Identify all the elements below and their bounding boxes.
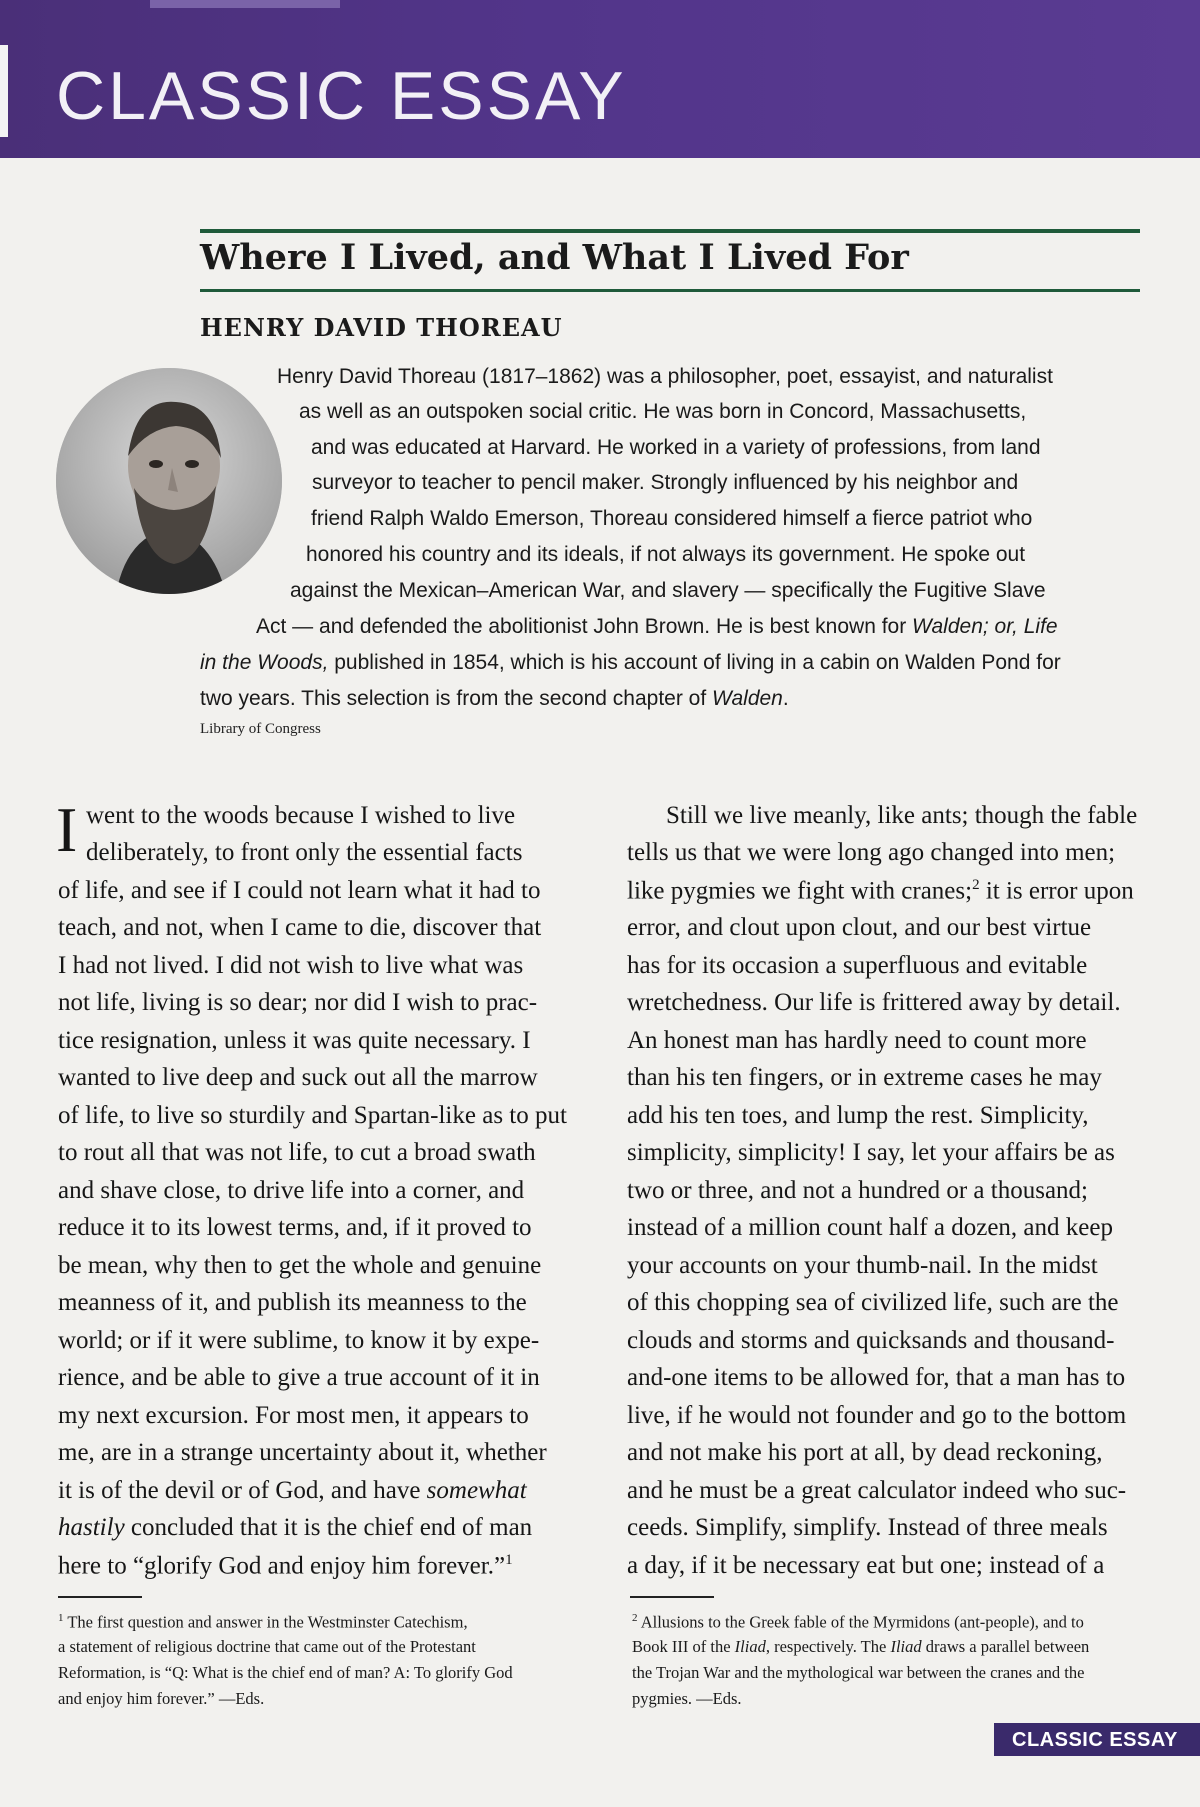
body-line: your accounts on your thumb-nail. In the midst	[627, 1252, 1098, 1279]
bio-line: in the Woods, published in 1854, which is his account of living in a cabin on Walden Pond for	[200, 651, 1061, 674]
body-line: hastily concluded that it is the chief end of man	[58, 1514, 533, 1541]
body-line: went to the woods because I wished to live	[86, 802, 516, 829]
body-line: tells us that we were long ago changed into men;	[627, 839, 1116, 866]
body-line: my next excursion. For most men, it appears to	[58, 1402, 529, 1429]
body-line: and shave close, to drive life into a corner, and	[58, 1177, 525, 1204]
body-line: teach, and not, when I came to die, discover that	[58, 914, 542, 941]
body-line: clouds and storms and quicksands and thousand-	[627, 1327, 1115, 1354]
banner-title: CLASSIC ESSAY	[56, 58, 627, 134]
footnote-rule	[630, 1596, 714, 1598]
bio-line: and was educated at Harvard. He worked in a variety of professions, from land	[311, 436, 1041, 459]
body-line: than his ten fingers, or in extreme cases he may	[627, 1064, 1102, 1091]
footnote-1-line: a statement of religious doctrine that came out of the Protestant	[58, 1637, 476, 1656]
body-line: of life, to live so sturdily and Spartan-like as to put	[58, 1102, 567, 1129]
bio-line: honored his country and its ideals, if not always its government. He spoke out	[306, 543, 1026, 566]
body-line: wanted to live deep and suck out all the marrow	[58, 1064, 538, 1091]
drop-cap: I	[56, 794, 78, 865]
body-line: error, and clout upon clout, and our best virtue	[627, 914, 1092, 941]
body-line: and he must be a great calculator indeed who suc-	[627, 1477, 1127, 1504]
essay-title: Where I Lived, and What I Lived For	[200, 237, 909, 278]
body-line: An honest man has hardly need to count more	[627, 1027, 1087, 1054]
bio-line: as well as an outspoken social critic. He was born in Concord, Massachusetts,	[299, 400, 1027, 423]
author-portrait	[56, 368, 282, 594]
header-banner	[0, 0, 1200, 158]
bio-line: against the Mexican–American War, and slavery — specifically the Fugitive Slave	[290, 579, 1046, 602]
portrait-image	[56, 368, 282, 594]
body-line: wretchedness. Our life is frittered away by detail.	[627, 989, 1121, 1016]
essay-author: HENRY DAVID THOREAU	[200, 313, 563, 342]
body-line: two or three, and not a hundred or a thousand;	[627, 1177, 1088, 1204]
body-line: live, if he would not founder and go to the bottom	[627, 1402, 1127, 1429]
footnote-rule	[58, 1596, 142, 1598]
footnote-2-line: Book III of the Iliad, respectively. The Iliad draws a parallel between	[632, 1637, 1090, 1656]
photo-credit: Library of Congress	[200, 721, 321, 737]
footnote-2-line: the Trojan War and the mythological war between the cranes and the	[632, 1663, 1085, 1682]
body-line: world; or if it were sublime, to know it by expe-	[58, 1327, 540, 1354]
body-line: add his ten toes, and lump the rest. Simplicity,	[627, 1102, 1089, 1129]
title-rule-bottom	[200, 289, 1140, 292]
bio-line: friend Ralph Waldo Emerson, Thoreau considered himself a fierce patriot who	[311, 507, 1033, 530]
body-line: meanness of it, and publish its meanness to the	[58, 1289, 527, 1316]
body-line: simplicity, simplicity! I say, let your affairs be as	[627, 1139, 1115, 1166]
footnote-2-line: pygmies. —Eds.	[632, 1689, 742, 1708]
banner-edge	[0, 45, 8, 137]
body-line: of life, and see if I could not learn what it had to	[58, 877, 541, 904]
body-line: and-one items to be allowed for, that a man has to	[627, 1364, 1126, 1391]
body-line: not life, living is so dear; nor did I wish to prac-	[58, 989, 538, 1016]
banner-tab	[150, 0, 340, 8]
body-line: I had not lived. I did not wish to live what was	[58, 952, 524, 979]
body-line: to rout all that was not life, to cut a broad swath	[58, 1139, 536, 1166]
body-line: a day, if it be necessary eat but one; instead of a	[627, 1552, 1105, 1579]
footnote-1-line: and enjoy him forever.” —Eds.	[58, 1689, 265, 1708]
body-line: and not make his port at all, by dead reckoning,	[627, 1439, 1103, 1466]
title-rule-top	[200, 229, 1140, 233]
body-line: deliberately, to front only the essential facts	[86, 839, 523, 866]
body-line: me, are in a strange uncertainty about it, whether	[58, 1439, 547, 1466]
body-line: Still we live meanly, like ants; though the fable	[666, 802, 1138, 829]
footer-section-label: CLASSIC ESSAY	[1012, 1729, 1178, 1751]
body-line: it is of the devil or of God, and have somewhat	[58, 1477, 527, 1504]
body-line: be mean, why then to get the whole and genuine	[58, 1252, 542, 1279]
footnote-2-line: $^2$ Allusions to the Greek fable of the Myrmidons (ant-people), and to	[632, 1612, 1084, 1632]
bio-line: two years. This selection is from the second chapter of Walden.	[200, 687, 789, 710]
body-line: reduce it to its lowest terms, and, if it proved to	[58, 1214, 532, 1241]
body-line: here to “glorify God and enjoy him forever.”$^1$	[58, 1552, 513, 1580]
bio-line: Act — and defended the abolitionist John Brown. He is best known for Walden; or, Life	[256, 615, 1058, 638]
body-line: ceeds. Simplify, simplify. Instead of three meals	[627, 1514, 1108, 1541]
bio-line: surveyor to teacher to pencil maker. Strongly influenced by his neighbor and	[312, 471, 1019, 494]
footnote-1-line: $^1$ The first question and answer in the Westminster Catechism,	[58, 1612, 468, 1632]
body-line: like pygmies we fight with cranes;$^2$ it is error upon	[627, 877, 1134, 905]
bio-line: Henry David Thoreau (1817–1862) was a philosopher, poet, essayist, and naturalist	[277, 365, 1053, 388]
footnote-1-line: Reformation, is “Q: What is the chief end of man? A: To glorify God	[58, 1663, 513, 1682]
body-line: has for its occasion a superfluous and evitable	[627, 952, 1088, 979]
body-line: instead of a million count half a dozen, and keep	[627, 1214, 1113, 1241]
body-line: rience, and be able to give a true account of it in	[58, 1364, 540, 1391]
body-line: of this chopping sea of civilized life, such are the	[627, 1289, 1119, 1316]
body-line: tice resignation, unless it was quite necessary. I	[58, 1027, 531, 1054]
